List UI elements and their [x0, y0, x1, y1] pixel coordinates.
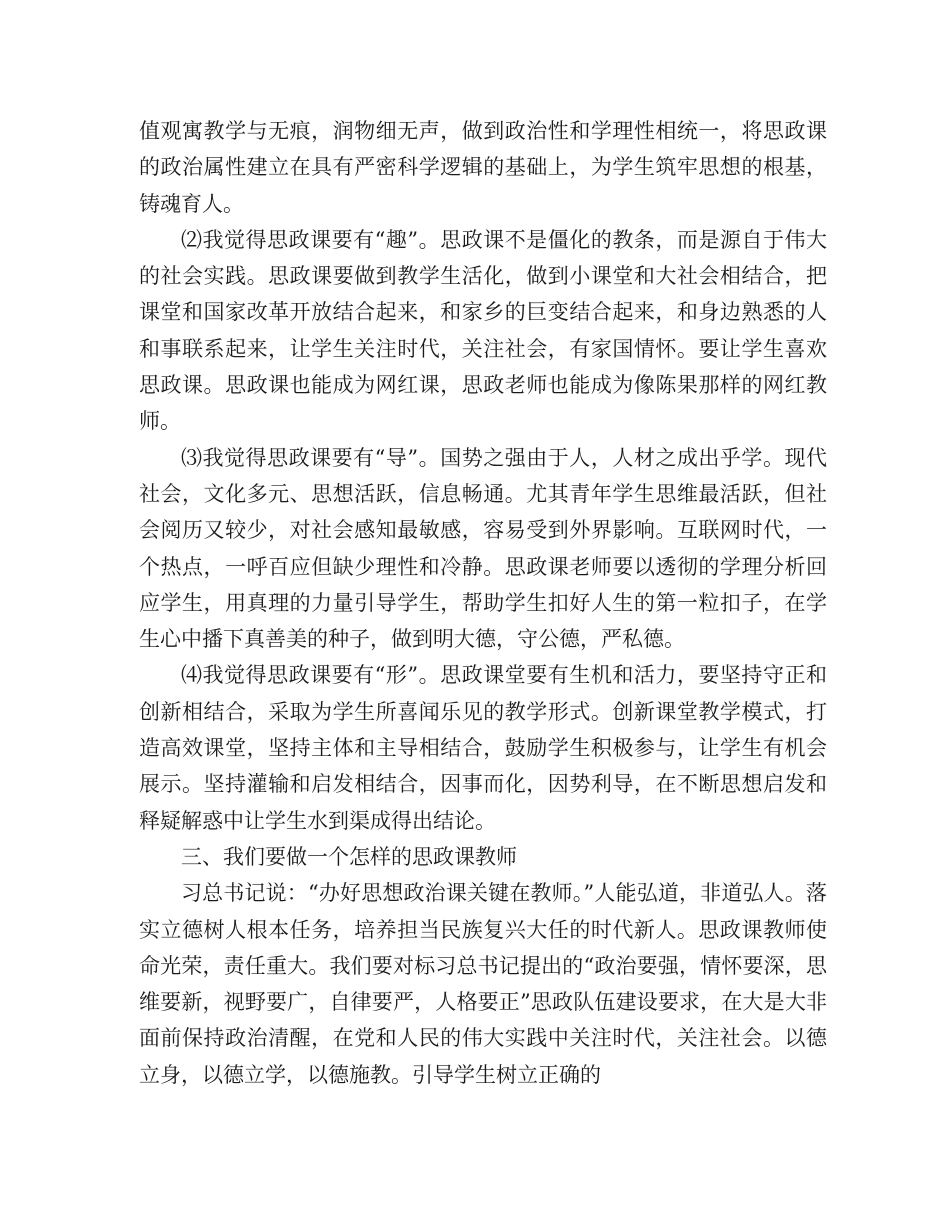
paragraph-values: 值观寓教学与无痕，润物细无声，做到政治性和学理性相统一，将思政课的政治属性建立在具有严密科学逻辑的基础上，为学生筑牢思想的根基，铸魂育人。 [139, 119, 827, 216]
document-page [139, 113, 827, 1093]
paragraph-form: ⑷我觉得思政课要有“形”。思政课堂要有生机和活力，要坚持守正和创新相结合，采取为学生所喜闻乐见的教学形式。创新课堂教学模式，打造高效课堂，坚持主体和主导相结合，鼓励学生积极参与，让学生有机会展示。坚持灌输和启发相结合，因事而化，因势利导，在不断思想启发和释疑解惑中让学生水到渠成得出结论。 [139, 663, 827, 833]
paragraph-guidance: ⑶我觉得思政课要有“导”。国势之强由于人，人材之成出乎学。现代社会，文化多元、思想活跃，信息畅通。尤其青年学生思维最活跃，但社会阅历又较少，对社会感知最敏感，容易受到外界影响。互联网时代，一个热点，一呼百应但缺少理性和冷静。思政课老师要以透彻的学理分析回应学生，用真理的力量引导学生，帮助学生扣好人生的第一粒扣子，在学生心中播下真善美的种子，做到明大德，守公德，严私德。 [139, 445, 827, 652]
section-heading: 三、我们要做一个怎样的思政课教师 [181, 844, 517, 869]
paragraph-interest: ⑵我觉得思政课要有“趣”。思政课不是僵化的教条，而是源自于伟大的社会实践。思政课要做到教学生活化，做到小课堂和大社会相结合，把课堂和国家改革开放结合起来，和家乡的巨变结合起来，和身边熟悉的人和事联系起来，让学生关注时代，关注社会，有家国情怀。要让学生喜欢思政课。思政课也能成为网红课，思政老师也能成为像陈果那样的网红教师。 [139, 227, 827, 434]
paragraph-teacher: 习总书记说：“办好思想政治课关键在教师。”人能弘道，非道弘人。落实立德树人根本任务，培养担当民族复兴大任的时代新人。思政课教师使命光荣，责任重大。我们要对标习总书记提出的“政治要强，情怀要深，思维要新，视野要广，自律要严，人格要正”思政队伍建设要求，在大是大非面前保持政治清醒，在党和人民的伟大实践中关注时代，关注社会。以德立身，以德立学，以德施教。引导学生树立正确的 [139, 881, 827, 1087]
